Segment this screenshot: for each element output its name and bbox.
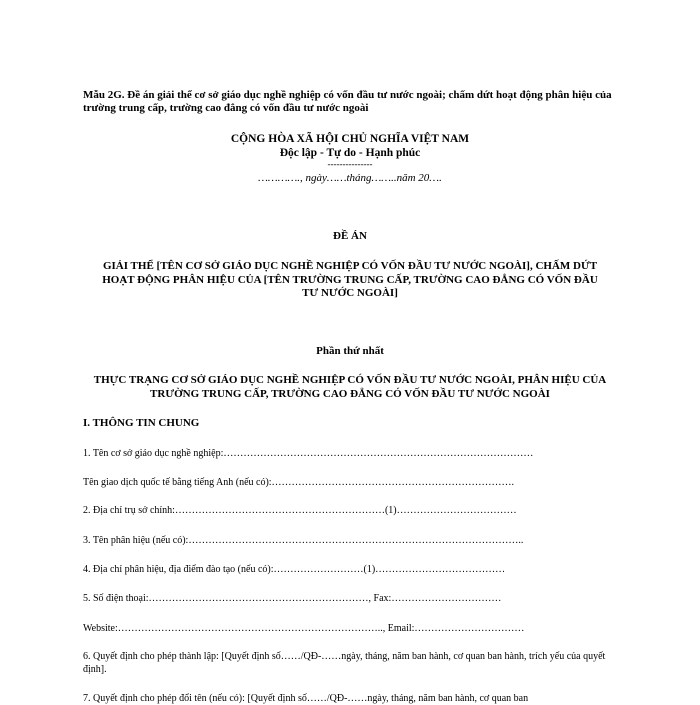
field-international-name: Tên giao dịch quốc tế bằng tiếng Anh (nếu có):………………………………………………………………. [83, 477, 515, 488]
field-branch-name: 3. Tên phân hiệu (nếu có):……………………………………………………………………………………….. [83, 535, 524, 546]
field-rename-decision: 7. Quyết định cho phép đổi tên (nếu có): [Quyết định số……/QĐ-……ngày, tháng, năm ban hành, cơ quan ban [83, 693, 529, 704]
nation-name: CỘNG HÒA XÃ HỘI CHỦ NGHĨA VIỆT NAM [230, 133, 470, 145]
nation-separator: --------------- [327, 159, 373, 169]
section-heading: I. THÔNG TIN CHUNG [83, 417, 200, 429]
nation-motto: Độc lập - Tự do - Hạnh phúc [279, 147, 421, 159]
field-phone-fax: 5. Số điện thoại:…………………………………………………………, Fax:…………………………… [83, 593, 502, 604]
field-institution-name: 1. Tên cơ sở giáo dục nghề nghiệp:………………………………………………………………………………… [83, 448, 534, 459]
field-branch-address: 4. Địa chỉ phân hiệu, địa điểm đào tạo (nếu có):………………………(1)………………………………… [83, 564, 506, 575]
document-title: ĐỀ ÁN [333, 230, 367, 242]
field-establishment-decision: 6. Quyết định cho phép thành lập: [Quyết định số……/QĐ-……ngày, tháng, năm ban hành, cơ quan ban hành, trích yếu của quyết định]. [83, 651, 606, 675]
form-header: Mẫu 2G. Đề án giải thể cơ sở giáo dục nghề nghiệp có vốn đầu tư nước ngoài; chấm dứt hoạt động phân hiệu của trường trung cấp, trường cao đẳng có vốn đầu tư nước ngoài [83, 89, 612, 114]
national-heading [0, 132, 700, 168]
field-head-office-address: 2. Địa chỉ trụ sở chính:………………………………………………………(1)……………………………… [83, 505, 517, 516]
date-line: …………., ngày……tháng……..năm 20…. [258, 172, 442, 184]
field-website-email: Website:…………………………………………………………………….., Email:…………………………… [83, 623, 525, 634]
document-subtitle: GIẢI THỂ [TÊN CƠ SỞ GIÁO DỤC NGHỀ NGHIỆP CÓ VỐN ĐẦU TƯ NƯỚC NGOÀI], CHẤM DỨT HOẠT ĐỘNG PHÂN HIỆU CỦA [TÊN TRƯỜNG TRUNG CẤP, TRƯỜNG CAO ĐẲNG CÓ VỐN ĐẦU TƯ NƯỚC NGOÀI] [102, 260, 598, 299]
part-title: Phần thứ nhất [316, 345, 384, 357]
part-heading: THỰC TRẠNG CƠ SỞ GIÁO DỤC NGHỀ NGHIỆP CÓ VỐN ĐẦU TƯ NƯỚC NGOÀI, PHÂN HIỆU CỦA TRƯỜNG TRUNG CẤP, TRƯỜNG CAO ĐẲNG CÓ VỐN ĐẦU TƯ NƯỚC NGOÀI [93, 374, 607, 400]
